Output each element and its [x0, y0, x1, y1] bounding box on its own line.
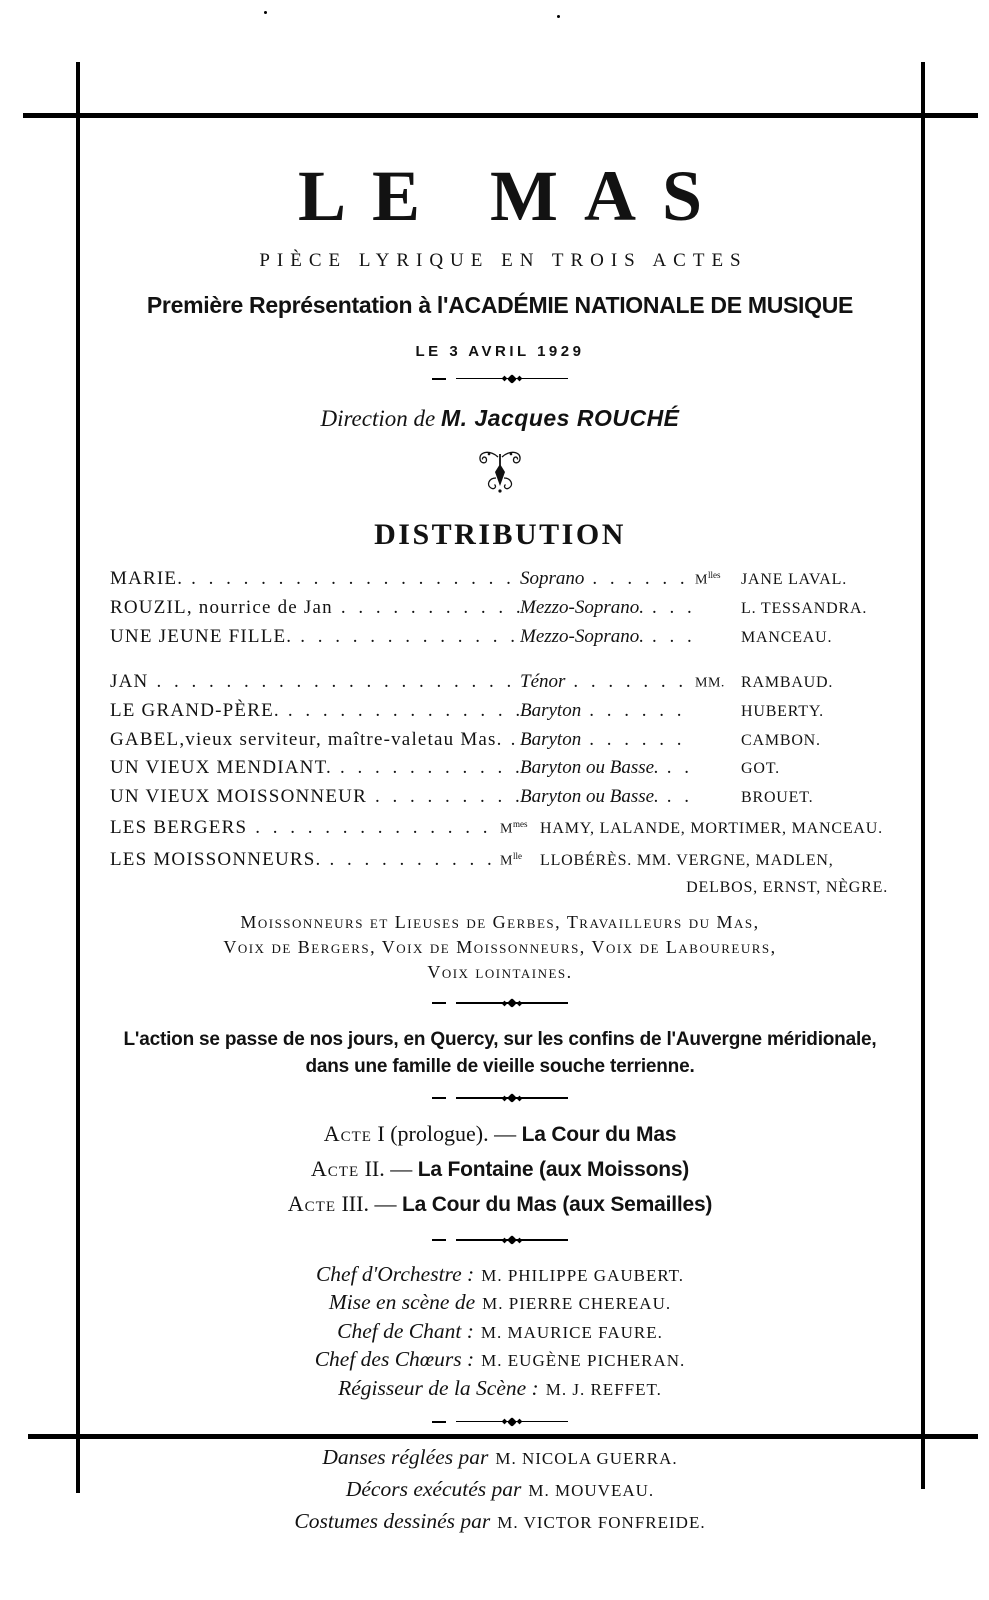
credit-name: M. VICTOR FONFREIDE.: [497, 1513, 706, 1533]
divider-ornament-icon: [502, 1095, 523, 1102]
credit-line: [110, 1506, 890, 1538]
honorific-prefix: [695, 562, 741, 594]
cast-role: GABEL,vieux serviteur, maître-valetau Mas.: [110, 728, 503, 750]
dot-leader: [581, 697, 695, 725]
cast-role: ROUZIL, nourrice de Jan: [110, 597, 333, 619]
act-rest: II. —: [359, 1155, 418, 1181]
cast-performer: MANCEAU.: [741, 628, 833, 646]
cast-row-bergers: [110, 811, 890, 843]
chorus-line: Voix lointaines.: [427, 961, 573, 982]
cast-performer: CAMBON.: [741, 731, 821, 749]
cast-row-rouzil: [110, 594, 890, 623]
cast-names-cell: [695, 624, 890, 652]
frame-rule-top: [23, 113, 978, 118]
credit-line: [110, 1261, 890, 1290]
dot-leader: [565, 668, 695, 696]
cast-performer: HUBERTY.: [741, 703, 824, 721]
credit-line: [110, 1442, 890, 1474]
credit-label: Costumes dessinés par: [294, 1509, 491, 1534]
dot-leader: [292, 623, 520, 651]
cast-voice-cell: [520, 623, 695, 651]
prefix-base: M: [695, 572, 708, 588]
dot-leader: [584, 565, 695, 593]
act-rest: I (prologue). —: [371, 1120, 522, 1146]
act-label: Acte: [323, 1120, 372, 1146]
divider-dash: [432, 1002, 446, 1004]
staff-credits: [110, 1261, 890, 1404]
credit-name: M. PHILIPPE GAUBERT.: [481, 1265, 685, 1285]
divider-line: [456, 1239, 568, 1241]
cast-voice-cell: [520, 697, 695, 725]
act-line-1: [110, 1117, 890, 1152]
dot-leader: [644, 594, 695, 622]
fleuron-ornament: [110, 448, 890, 496]
act-label: Acte: [310, 1155, 360, 1181]
cast-names-cell: [500, 811, 890, 843]
credit-name: M. MAURICE FAURE.: [480, 1322, 663, 1342]
scan-speck: [557, 15, 560, 18]
cast-role: LES MOISSONNEURS.: [110, 849, 322, 871]
ornament-divider: [110, 1236, 890, 1245]
cast-role: MARIE.: [110, 567, 184, 589]
cast-performer: LLOBÉRÈS. MM. VERGNE, MADLEN,: [540, 852, 834, 870]
dot-leader: [644, 623, 695, 651]
direction-label: Direction de: [320, 406, 436, 431]
credit-label: Mise en scène de: [328, 1290, 476, 1315]
divider-ornament-icon: [502, 1237, 523, 1244]
ornament-divider: [110, 1094, 890, 1103]
act-line-3: [110, 1187, 890, 1222]
cast-voice: Soprano: [520, 567, 585, 589]
divider-line: [456, 1097, 568, 1099]
chorus-list: [110, 910, 890, 985]
divider-dash: [432, 1097, 446, 1099]
cast-names-cell: [695, 665, 890, 697]
cast-names-cell: [695, 562, 890, 594]
page-title: LE MAS: [297, 156, 729, 236]
dot-leader: [148, 668, 520, 696]
cast-row-moissonneurs: [110, 843, 890, 875]
cast-role: LE GRAND-PÈRE.: [110, 700, 280, 722]
dot-leader: [247, 814, 500, 842]
credit-line: [110, 1474, 890, 1506]
setting-note: [110, 1026, 890, 1080]
credit-label: Décors exécutés par: [345, 1477, 522, 1502]
credit-name: M. NICOLA GUERRA.: [495, 1449, 678, 1469]
cast-voice-cell: [520, 754, 695, 782]
production-credits: [110, 1442, 890, 1538]
divider-ornament-icon: [502, 1000, 523, 1007]
cast-voice-cell: [520, 594, 695, 622]
prefix-sup: lle: [512, 851, 522, 862]
chorus-line: Voix de Bergers, Voix de Moissonneurs, Voix de Laboureurs,: [223, 936, 777, 957]
credit-line: [110, 1346, 890, 1375]
credit-label: Chef d'Orchestre :: [315, 1261, 475, 1286]
prefix-sup: lles: [707, 570, 721, 580]
acts-list: [110, 1117, 890, 1222]
divider-ornament-icon: [502, 1418, 523, 1425]
honorific-prefix: [695, 665, 741, 697]
cast-voice: Ténor: [520, 670, 566, 692]
chorus-line: Moissonneurs et Lieuses de Gerbes, Travailleurs du Mas,: [240, 911, 760, 932]
cast-names-cell: [695, 595, 890, 623]
cast-performers-continuation: DELBOS, ERNST, NÈGRE.: [686, 878, 888, 896]
act-title: La Cour du Mas (aux Semailles): [401, 1192, 713, 1216]
cast-role: UN VIEUX MOISSONNEUR: [110, 785, 367, 807]
credit-line: [110, 1318, 890, 1347]
setting-line: L'action se passe de nos jours, en Quercy, sur les confins de l'Auvergne méridionale,: [123, 1028, 877, 1050]
cast-voice: Baryton ou Basse.: [520, 757, 659, 779]
credit-name: M. MOUVEAU.: [528, 1481, 655, 1501]
dot-leader: [322, 846, 501, 874]
cast-names-cell: [695, 784, 890, 812]
dot-leader: [183, 565, 520, 593]
scan-speck: [264, 11, 267, 14]
distribution-heading: DISTRIBUTION: [374, 518, 626, 551]
dot-leader: [659, 783, 695, 811]
premiere-line: Première Représentation à l'ACADÉMIE NATIONALE DE MUSIQUE: [146, 292, 854, 318]
cast-list: [110, 562, 890, 900]
honorific-prefix: [500, 811, 540, 843]
cast-voice: Baryton: [520, 700, 582, 722]
act-title: La Cour du Mas: [521, 1122, 677, 1146]
credit-label: Chef de Chant :: [337, 1318, 474, 1343]
prefix-sup: mes: [512, 819, 528, 830]
divider-dash: [432, 1421, 446, 1423]
credit-line: [110, 1289, 890, 1318]
prefix-base: MM.: [695, 675, 725, 691]
cast-voice: Baryton ou Basse.: [520, 785, 659, 807]
cast-performer: RAMBAUD.: [741, 673, 834, 691]
cast-performer: JANE LAVAL.: [741, 570, 847, 588]
cast-row-gabel: [110, 726, 890, 755]
cast-voice-cell: [520, 726, 695, 754]
prefix-base: M: [500, 821, 513, 837]
setting-line: dans une famille de vieille souche terrienne.: [305, 1055, 695, 1077]
divider-line: [456, 1421, 568, 1423]
frame-rule-right: [921, 62, 925, 1489]
cast-row-mendiant: [110, 754, 890, 783]
dot-leader: [333, 594, 520, 622]
cast-performer: GOT.: [741, 760, 780, 778]
honorific-prefix: [500, 843, 540, 875]
act-line-2: [110, 1152, 890, 1187]
cast-role: LES BERGERS: [110, 816, 248, 838]
cast-voice-cell: [520, 565, 695, 593]
credit-line: [110, 1375, 890, 1404]
dot-leader: [581, 726, 695, 754]
cast-names-cell: [695, 698, 890, 726]
credit-name: M. PIERRE CHEREAU.: [482, 1294, 672, 1314]
cast-voice-cell: [520, 668, 695, 696]
cast-voice: Baryton: [520, 728, 582, 750]
cast-row-marie: [110, 562, 890, 594]
ornament-divider: [110, 374, 890, 383]
dot-leader: [659, 754, 695, 782]
prefix-base: M: [500, 854, 513, 870]
cast-names-cell: [500, 843, 890, 875]
page-subtitle: PIÈCE LYRIQUE EN TROIS ACTES: [259, 250, 748, 271]
dot-leader: [503, 726, 520, 754]
cast-performer: HAMY, LALANDE, MORTIMER, MANCEAU.: [540, 819, 883, 837]
fleuron-icon: [469, 448, 531, 496]
act-title: La Fontaine (aux Moissons): [417, 1157, 690, 1181]
cast-voice-cell: [520, 783, 695, 811]
cast-names-cell: [695, 755, 890, 783]
cast-role: JAN: [110, 670, 149, 692]
cast-role: UN VIEUX MENDIANT.: [110, 757, 332, 779]
divider-line: [456, 378, 568, 380]
act-label: Acte: [287, 1190, 336, 1216]
cast-row-moissonneur: [110, 783, 890, 812]
cast-names-cell: [695, 727, 890, 755]
cast-performer: BROUET.: [741, 788, 814, 806]
direction-line: [110, 405, 890, 432]
credit-name: M. J. REFFET.: [545, 1379, 662, 1399]
page-content: [110, 130, 890, 1538]
cast-voice: Mezzo-Soprano.: [520, 625, 645, 647]
dot-leader: [332, 754, 520, 782]
divider-dash: [432, 378, 446, 380]
credit-label: Danses réglées par: [322, 1445, 489, 1470]
cast-voice: Mezzo-Soprano.: [520, 597, 645, 619]
divider-dash: [432, 1239, 446, 1241]
ornament-divider: [110, 999, 890, 1008]
cast-row-jeune-fille: [110, 623, 890, 652]
divider-ornament-icon: [502, 375, 523, 382]
credit-label: Régisseur de la Scène :: [338, 1375, 539, 1400]
cast-performer: L. TESSANDRA.: [741, 600, 868, 618]
act-rest: III. —: [335, 1190, 402, 1216]
dot-leader: [280, 697, 520, 725]
divider-line: [456, 1002, 568, 1004]
premiere-date: LE 3 AVRIL 1929: [415, 343, 585, 360]
cast-row-jan: [110, 665, 890, 697]
cast-role: UNE JEUNE FILLE.: [110, 625, 293, 647]
dot-leader: [367, 783, 520, 811]
credit-name: M. EUGÈNE PICHERAN.: [481, 1351, 686, 1371]
ornament-divider: [110, 1417, 890, 1426]
cast-row-grand-pere: [110, 697, 890, 726]
frame-rule-left: [76, 62, 80, 1493]
direction-name: M. Jacques ROUCHÉ: [440, 405, 680, 431]
credit-label: Chef des Chœurs :: [314, 1347, 475, 1372]
